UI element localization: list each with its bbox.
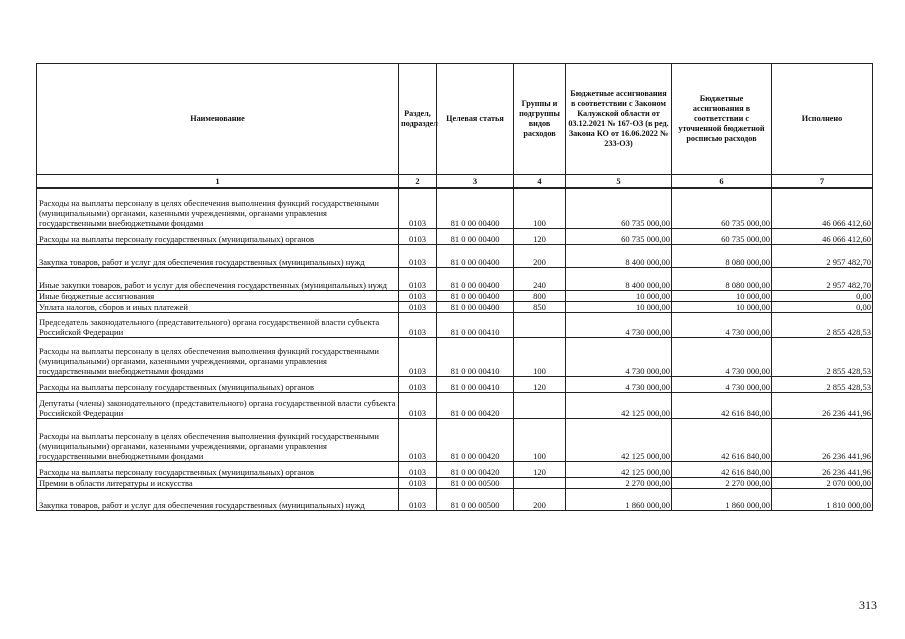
cell-target: 81 0 00 00500 (437, 478, 514, 489)
cell-assigned-list: 2 270 000,00 (672, 478, 772, 489)
cell-name: Премии в области литературы и искусства (37, 478, 399, 489)
cell-section: 0103 (399, 393, 437, 419)
column-number: 6 (672, 175, 772, 189)
table-row (37, 188, 873, 229)
cell-section: 0103 (399, 338, 437, 377)
cell-assigned-list: 60 735 000,00 (672, 229, 772, 245)
cell-assigned-law: 8 400 000,00 (566, 268, 672, 291)
cell-group (514, 313, 566, 338)
table-row (37, 302, 873, 313)
cell-name: Уплата налогов, сборов и иных платежей (37, 302, 399, 313)
cell-assigned-law: 42 125 000,00 (566, 462, 672, 478)
column-number: 1 (37, 175, 399, 189)
header-group: Группы и подгруппы видов расходов (514, 64, 566, 175)
cell-section: 0103 (399, 188, 437, 229)
cell-assigned-law: 42 125 000,00 (566, 393, 672, 419)
cell-executed: 2 957 482,70 (772, 245, 873, 268)
table-row (37, 245, 873, 268)
table-row (37, 268, 873, 291)
cell-executed: 26 236 441,96 (772, 393, 873, 419)
cell-assigned-law: 10 000,00 (566, 291, 672, 302)
cell-assigned-law: 8 400 000,00 (566, 245, 672, 268)
cell-name: Закупка товаров, работ и услуг для обеспечения государственных (муниципальных) нужд (37, 489, 399, 511)
column-number-row (37, 175, 873, 189)
cell-assigned-list: 42 616 840,00 (672, 419, 772, 462)
cell-target: 81 0 00 00500 (437, 489, 514, 511)
table-row (37, 377, 873, 393)
header-assigned-list: Бюджетные ассигнования в соответствии с уточненной бюджетной росписью расходов (672, 64, 772, 175)
cell-assigned-list: 60 735 000,00 (672, 188, 772, 229)
budget-table (36, 63, 873, 511)
cell-executed: 26 236 441,96 (772, 462, 873, 478)
cell-executed: 26 236 441,96 (772, 419, 873, 462)
cell-group: 120 (514, 462, 566, 478)
cell-assigned-law: 10 000,00 (566, 302, 672, 313)
cell-target: 81 0 00 00420 (437, 393, 514, 419)
cell-executed: 46 066 412,60 (772, 229, 873, 245)
cell-group: 120 (514, 229, 566, 245)
cell-target: 81 0 00 00400 (437, 302, 514, 313)
cell-target: 81 0 00 00400 (437, 229, 514, 245)
cell-assigned-law: 60 735 000,00 (566, 229, 672, 245)
cell-target: 81 0 00 00410 (437, 313, 514, 338)
cell-group: 100 (514, 188, 566, 229)
cell-assigned-law: 2 270 000,00 (566, 478, 672, 489)
cell-name: Расходы на выплаты персоналу в целях обеспечения выполнения функций государственными (муниципальными) органами, казенными учреждениями, органами управления государственными внебюджетными фондами (37, 419, 399, 462)
cell-group: 200 (514, 489, 566, 511)
cell-executed: 0,00 (772, 291, 873, 302)
column-number: 2 (399, 175, 437, 189)
cell-executed: 46 066 412,60 (772, 188, 873, 229)
cell-target: 81 0 00 00400 (437, 291, 514, 302)
cell-name: Расходы на выплаты персоналу в целях обеспечения выполнения функций государственными (муниципальными) органами, казенными учреждениями, органами управления государственными внебюджетными фондами (37, 338, 399, 377)
column-number: 3 (437, 175, 514, 189)
cell-group (514, 478, 566, 489)
cell-section: 0103 (399, 478, 437, 489)
header-executed: Исполнено (772, 64, 873, 175)
column-number: 5 (566, 175, 672, 189)
cell-target: 81 0 00 00420 (437, 462, 514, 478)
table-row (37, 478, 873, 489)
cell-name: Закупка товаров, работ и услуг для обеспечения государственных (муниципальных) нужд (37, 245, 399, 268)
cell-assigned-list: 42 616 840,00 (672, 462, 772, 478)
cell-assigned-list: 8 080 000,00 (672, 268, 772, 291)
cell-executed: 2 855 428,53 (772, 377, 873, 393)
cell-assigned-law: 42 125 000,00 (566, 419, 672, 462)
cell-assigned-list: 4 730 000,00 (672, 377, 772, 393)
cell-assigned-law: 4 730 000,00 (566, 377, 672, 393)
cell-target: 81 0 00 00410 (437, 377, 514, 393)
cell-assigned-list: 10 000,00 (672, 291, 772, 302)
cell-section: 0103 (399, 291, 437, 302)
cell-assigned-law: 60 735 000,00 (566, 188, 672, 229)
cell-assigned-law: 1 860 000,00 (566, 489, 672, 511)
cell-section: 0103 (399, 377, 437, 393)
cell-assigned-law: 4 730 000,00 (566, 338, 672, 377)
cell-target: 81 0 00 00400 (437, 188, 514, 229)
cell-name: Иные закупки товаров, работ и услуг для обеспечения государственных (муниципальных) нужд (37, 268, 399, 291)
cell-name: Председатель законодательного (представительного) органа государственной власти субъекта Российской Федерации (37, 313, 399, 338)
cell-section: 0103 (399, 462, 437, 478)
cell-group: 100 (514, 338, 566, 377)
cell-target: 81 0 00 00410 (437, 338, 514, 377)
cell-name: Расходы на выплаты персоналу государственных (муниципальных) органов (37, 377, 399, 393)
cell-section: 0103 (399, 489, 437, 511)
cell-target: 81 0 00 00400 (437, 245, 514, 268)
cell-group: 850 (514, 302, 566, 313)
table-row (37, 489, 873, 511)
header-section: Раздел, подраздел (399, 64, 437, 175)
header-row (37, 64, 873, 175)
table-row (37, 338, 873, 377)
cell-name: Расходы на выплаты персоналу в целях обеспечения выполнения функций государственными (муниципальными) органами, казенными учреждениями, органами управления государственными внебюджетными фондами (37, 188, 399, 229)
page-number: 313 (859, 598, 877, 612)
cell-assigned-list: 8 080 000,00 (672, 245, 772, 268)
table-row (37, 393, 873, 419)
cell-executed: 2 957 482,70 (772, 268, 873, 291)
cell-name: Расходы на выплаты персоналу государственных (муниципальных) органов (37, 462, 399, 478)
table-row (37, 313, 873, 338)
table-row (37, 462, 873, 478)
cell-executed: 2 070 000,00 (772, 478, 873, 489)
table-row (37, 419, 873, 462)
cell-section: 0103 (399, 245, 437, 268)
cell-group (514, 393, 566, 419)
header-target: Целевая статья (437, 64, 514, 175)
cell-section: 0103 (399, 229, 437, 245)
cell-name: Иные бюджетные ассигнования (37, 291, 399, 302)
cell-assigned-law: 4 730 000,00 (566, 313, 672, 338)
cell-executed: 2 855 428,53 (772, 338, 873, 377)
budget-table-container (36, 63, 872, 511)
cell-executed: 0,00 (772, 302, 873, 313)
cell-assigned-list: 1 860 000,00 (672, 489, 772, 511)
column-number: 7 (772, 175, 873, 189)
column-number: 4 (514, 175, 566, 189)
cell-group: 200 (514, 245, 566, 268)
header-assigned-law: Бюджетные ассигнования в соответствии с Законом Калужской области от 03.12.2021 № 167-ОЗ (в ред. Закона КО от 16.06.2022 № 233-ОЗ) (566, 64, 672, 175)
cell-group: 100 (514, 419, 566, 462)
cell-name: Расходы на выплаты персоналу государственных (муниципальных) органов (37, 229, 399, 245)
cell-section: 0103 (399, 313, 437, 338)
cell-assigned-list: 42 616 840,00 (672, 393, 772, 419)
table-row (37, 291, 873, 302)
table-row (37, 229, 873, 245)
cell-target: 81 0 00 00400 (437, 268, 514, 291)
cell-assigned-list: 4 730 000,00 (672, 338, 772, 377)
cell-target: 81 0 00 00420 (437, 419, 514, 462)
cell-executed: 2 855 428,53 (772, 313, 873, 338)
cell-group: 240 (514, 268, 566, 291)
cell-section: 0103 (399, 419, 437, 462)
cell-assigned-list: 4 730 000,00 (672, 313, 772, 338)
cell-section: 0103 (399, 302, 437, 313)
cell-assigned-list: 10 000,00 (672, 302, 772, 313)
cell-name: Депутаты (члены) законодательного (представительного) органа государственной власти субъекта Российской Федерации (37, 393, 399, 419)
cell-section: 0103 (399, 268, 437, 291)
table-body (37, 188, 873, 511)
cell-group: 800 (514, 291, 566, 302)
cell-executed: 1 810 000,00 (772, 489, 873, 511)
header-name: Наименование (37, 64, 399, 175)
cell-group: 120 (514, 377, 566, 393)
